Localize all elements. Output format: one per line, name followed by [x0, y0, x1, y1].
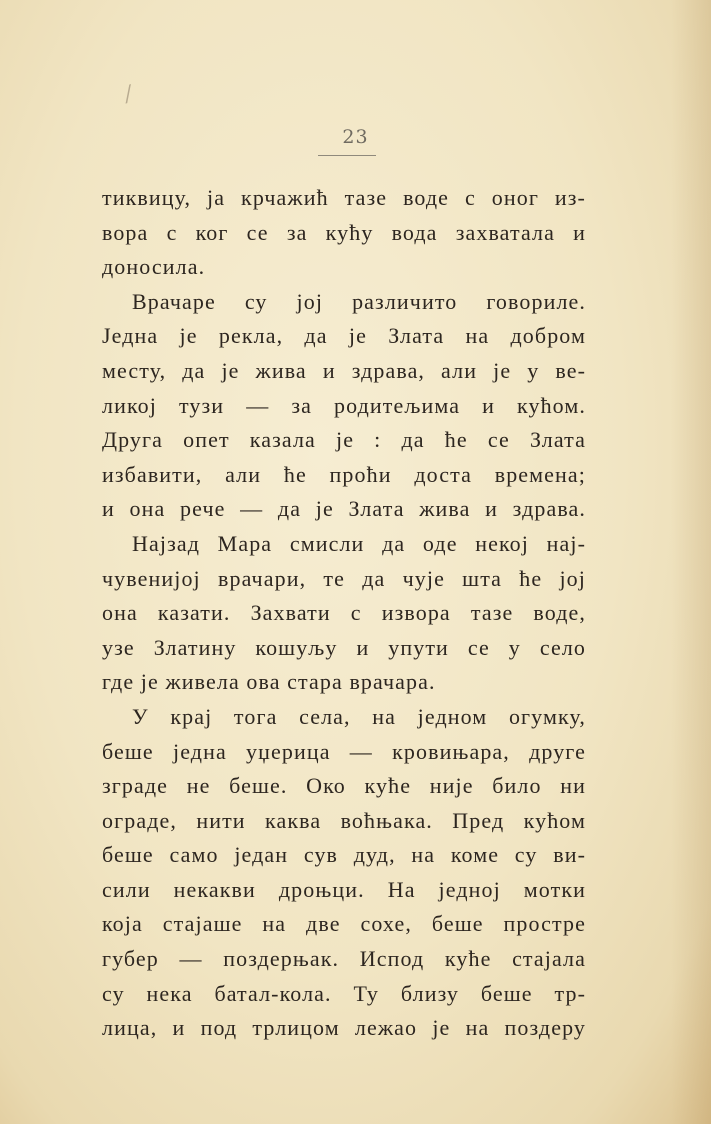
text-line: ограде, нити каква воћњака. Пред кућом: [102, 807, 586, 833]
text-line: где је живела ова стара врачара.: [102, 669, 436, 695]
text-line: избавити, али ће проћи доста времена;: [102, 461, 586, 487]
text-line: зграде не беше. Око куће није било ни: [102, 773, 586, 799]
text-line: и она рече — да је Злата жива и здрава.: [102, 496, 586, 522]
text-line: Једна је рекла, да је Злата на добром: [102, 323, 586, 349]
text-line: беше једна уџерица — кровињара, друге: [102, 738, 586, 764]
text-line: Врачаре су јој различито говориле.: [132, 288, 586, 314]
body-text: [102, 181, 586, 1046]
text-line: месту, да је жива и здрава, али је у ве-: [102, 357, 586, 383]
text-line: су нека батал-кола. Ту близу беше тр-: [102, 980, 586, 1006]
paragraph: [102, 285, 586, 527]
paragraph: [102, 181, 586, 285]
page-number-rule: [318, 155, 376, 156]
text-line: она казати. Захвати с извора тазе воде,: [102, 600, 586, 626]
page-edge-shading: [671, 0, 711, 1124]
paragraph: [102, 700, 586, 1046]
text-line: беше само један сув дуд, на коме су ви-: [102, 842, 586, 868]
text-line: лица, и под трлицом лежао је на поздеру: [102, 1015, 586, 1041]
text-line: вора с ког се за кућу вода захватала и: [102, 219, 586, 245]
text-line: чувенијој врачари, те да чује шта ће јој: [102, 565, 586, 591]
text-line: Друга опет казала је : да ће се Злата: [102, 427, 586, 453]
paragraph: [102, 527, 586, 700]
text-line: ликој тузи — за родитељима и кућом.: [102, 392, 586, 418]
text-line: тиквицу, ја крчажић тазе воде с оног из-: [102, 185, 586, 210]
text-line: сили некакви дроњци. На једној мотки: [102, 876, 586, 902]
text-line: доносила.: [102, 254, 206, 280]
text-line: губер — поздерњак. Испод куће стајала: [102, 946, 586, 972]
pencil-mark: ⁄: [122, 82, 135, 108]
page-number: 23: [342, 126, 369, 148]
text-line: Најзад Мара смисли да оде некој нај-: [132, 530, 586, 556]
text-line: која стајаше на две сохе, беше простре: [102, 911, 586, 937]
text-line: У крај тога села, на једном огумку,: [132, 703, 586, 729]
text-line: узе Златину кошуљу и упути се у село: [102, 634, 586, 660]
